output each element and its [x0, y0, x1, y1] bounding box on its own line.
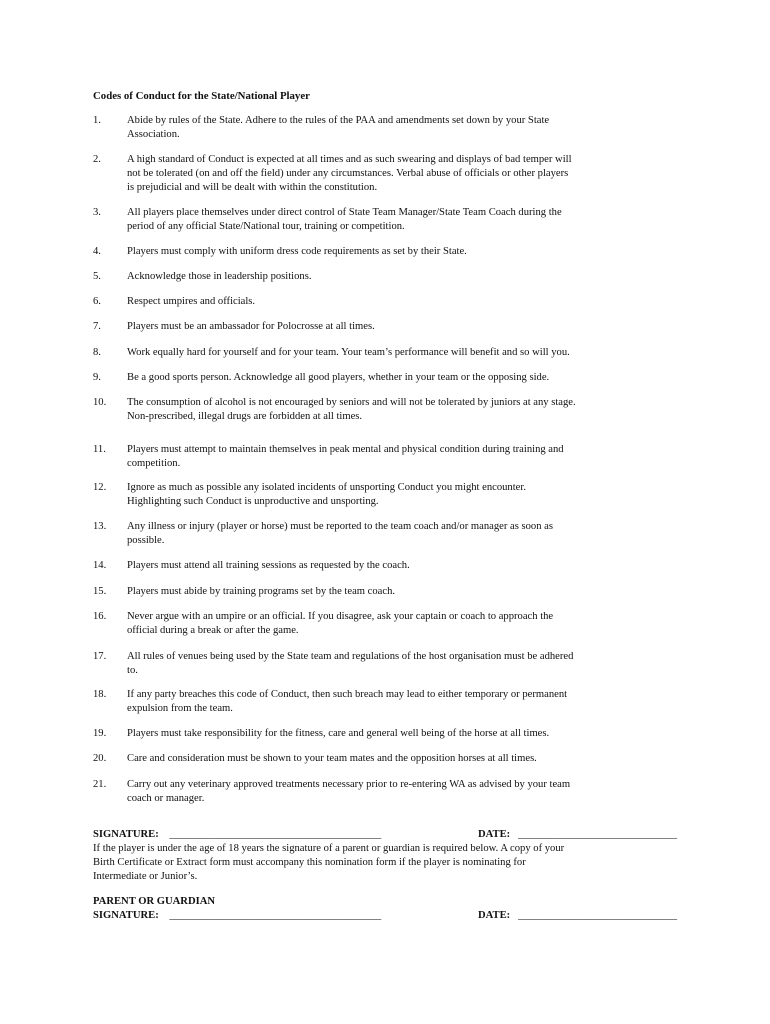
item-number: 5.: [93, 271, 101, 282]
item-text: Carry out any veterinary approved treatments necessary prior to re-entering WA as advised by your team coach or manager.: [127, 779, 571, 804]
item-number: 19.: [93, 728, 107, 739]
item-number: 16.: [93, 611, 107, 622]
item-text: All rules of venues being used by the State team and regulations of the host organisation must be adhered to.: [127, 651, 574, 676]
item-text: Ignore as much as possible any isolated incidents of unsporting Conduct you might encounter. Highlighting such Conduct is unproductive and unsporting.: [127, 482, 526, 507]
item-text: Never argue with an umpire or an official. If you disagree, ask your captain or coach to approach the official during a break or after the game.: [127, 611, 554, 636]
item-number: 3.: [93, 207, 101, 218]
item-text: The consumption of alcohol is not encouraged by seniors and will not be tolerated by juniors at any stage. Non-prescribed, illegal drugs are forbidden at all times.: [127, 397, 576, 422]
item-number: 4.: [93, 246, 101, 257]
item-text: Abide by rules of the State. Adhere to the rules of the PAA and amendments set down by your State Association.: [127, 115, 550, 140]
item-text: Acknowledge those in leadership positions.: [127, 271, 312, 282]
item-text: Players must attempt to maintain themselves in peak mental and physical condition during training and competition.: [127, 444, 564, 469]
signature-line[interactable]: ________________________________________: [169, 910, 382, 921]
item-number: 20.: [93, 753, 107, 764]
player-signature: [93, 828, 381, 842]
date-line[interactable]: ______________________________: [518, 829, 678, 840]
item-number: 9.: [93, 372, 101, 383]
item-text: Players must attend all training sessions as requested by the coach.: [127, 560, 410, 571]
item-text: Any illness or injury (player or horse) must be reported to the team coach and/or manager as soon as possible.: [127, 521, 553, 546]
item-number: 17.: [93, 651, 107, 662]
player-date: [478, 828, 677, 842]
item-number: 11.: [93, 444, 106, 455]
item-text: Respect umpires and officials.: [127, 296, 256, 307]
item-number: 1.: [93, 115, 101, 126]
item-number: 18.: [93, 689, 107, 700]
parent-guardian-heading: PARENT OR GUARDIAN: [93, 896, 216, 907]
item-number: 7.: [93, 321, 101, 332]
item-number: 13.: [93, 521, 107, 532]
item-number: 15.: [93, 586, 107, 597]
item-text: Players must abide by training programs set by the team coach.: [127, 586, 396, 597]
item-text: A high standard of Conduct is expected at all times and as such swearing and displays of bad temper will not be tolerated (on and off the field) under any circumstances. Verbal abuse of officials or other players is prejudicial and will be dealt with within the constitution.: [127, 154, 572, 193]
signature-label: SIGNATURE:: [93, 910, 159, 921]
item-text: Work equally hard for yourself and for your team. Your team’s performance will benefit and so will you.: [127, 347, 570, 358]
signature-line[interactable]: ________________________________________: [169, 829, 382, 840]
item-text: Players must take responsibility for the fitness, care and general well being of the horse at all times.: [127, 728, 550, 739]
date-label: DATE:: [478, 829, 511, 840]
item-text: If any party breaches this code of Conduct, then such breach may lead to either temporary or permanent expulsion from the team.: [127, 689, 568, 714]
item-number: 12.: [93, 482, 107, 493]
item-number: 6.: [93, 296, 101, 307]
date-label: DATE:: [478, 910, 511, 921]
item-text: Care and consideration must be shown to your team mates and the opposition horses at all times.: [127, 753, 537, 764]
item-number: 21.: [93, 779, 107, 790]
item-text: Players must be an ambassador for Polocrosse at all times.: [127, 321, 375, 332]
item-number: 8.: [93, 347, 101, 358]
guardian-note: If the player is under the age of 18 years the signature of a parent or guardian is required below. A copy of your Birth Certificate or Extract form must accompany this nomination form if the player is nominating for Intermediate or Junior’s.: [93, 843, 565, 882]
page-title: Codes of Conduct for the State/National Player: [93, 90, 310, 102]
item-number: 2.: [93, 154, 101, 165]
signature-label: SIGNATURE:: [93, 829, 159, 840]
item-text: Players must comply with uniform dress code requirements as set by their State.: [127, 246, 467, 257]
parent-date: [478, 909, 677, 923]
item-text: All players place themselves under direct control of State Team Manager/State Team Coach during the period of any official State/National tour, training or competition.: [127, 207, 562, 232]
item-text: Be a good sports person. Acknowledge all good players, whether in your team or the opposing side.: [127, 372, 550, 383]
date-line[interactable]: ______________________________: [518, 910, 678, 921]
parent-signature: [93, 909, 381, 923]
item-number: 10.: [93, 397, 107, 408]
item-number: 14.: [93, 560, 107, 571]
